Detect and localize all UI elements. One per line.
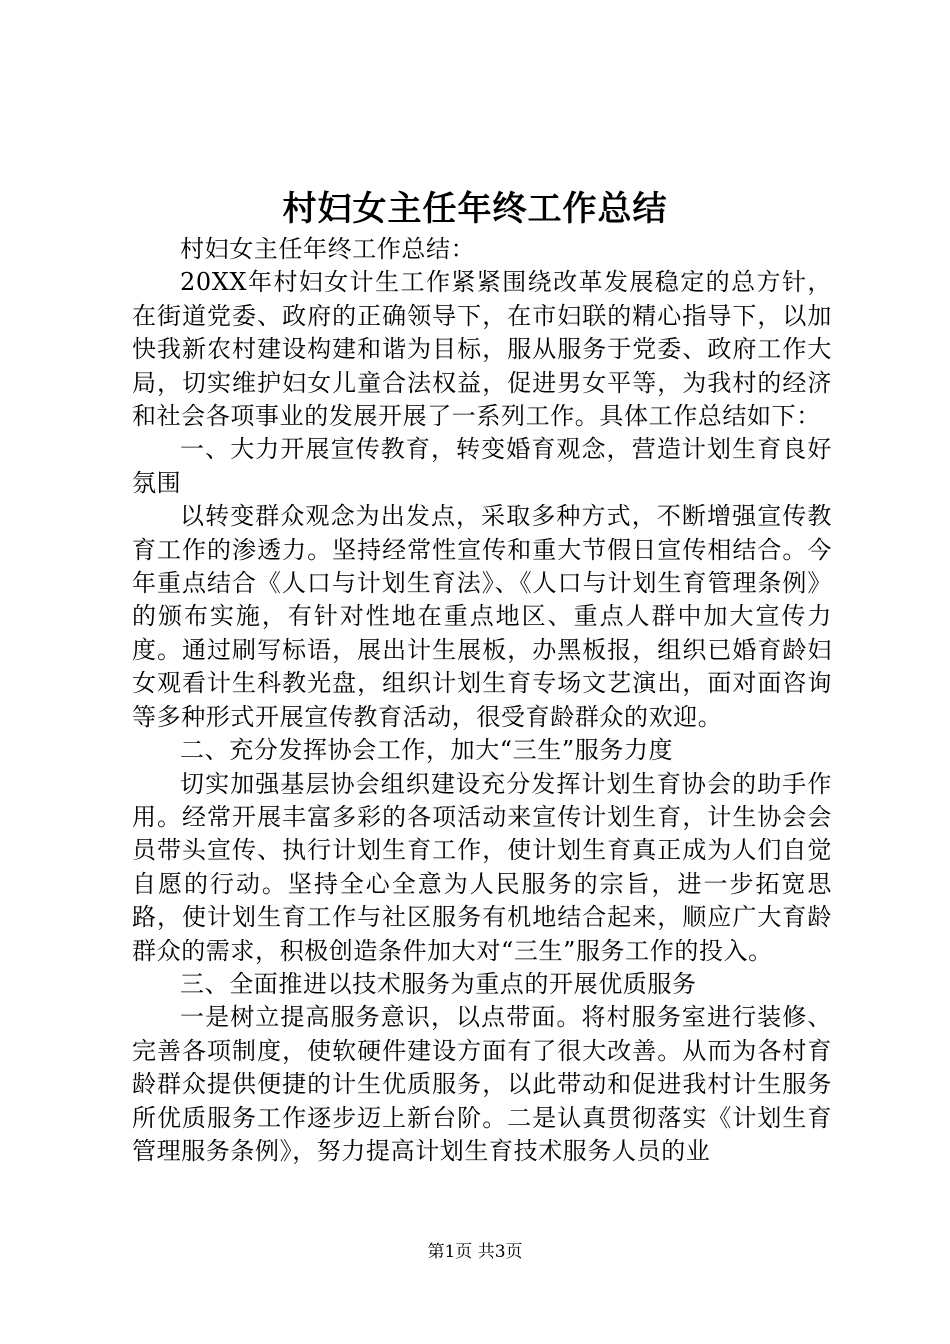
- section-heading: 二、充分发挥协会工作，加大“三生”服务力度: [180, 736, 674, 765]
- body-paragraph: 切实加强基层协会组织建设充分发挥计划生育协会的助手作用。经常开展丰富多彩的各项活动来宣传计划生育，计生协会会员带头宣传、执行计划生育工作，使计划生育真正成为人们自觉自愿的行动。坚持全心全意为人民服务的宗旨，进一步拓宽思路，使计划生育工作与社区服务有机地结合起来，顺应广大育龄群众的需求，积极创造条件加大对“三生”服务工作的投入。: [132, 769, 832, 965]
- document-body: [132, 233, 832, 1168]
- section-heading: 一、大力开展宣传教育，转变婚育观念，营造计划生育良好氛围: [132, 435, 832, 497]
- document-title: 村妇女主任年终工作总结: [282, 189, 668, 229]
- intro-line: 村妇女主任年终工作总结：: [180, 235, 476, 263]
- body-paragraph: 20XX年村妇女计生工作紧紧围绕改革发展稳定的总方针，在街道党委、政府的正确领导下，在市妇联的精心指导下，以加快我新农村建设构建和谐为目标，服从服务于党委、政府工作大局，切实维护妇女儿童合法权益，促进男女平等，为我村的经济和社会各项事业的发展开展了一系列工作。具体工作总结如下：: [132, 268, 832, 431]
- page-number: 第1页 共3页: [427, 1242, 523, 1262]
- body-paragraph: 以转变群众观念为出发点，采取多种方式，不断增强宣传教育工作的渗透力。坚持经常性宣传和重大节假日宣传相结合。今年重点结合《人口与计划生育法》、《人口与计划生育管理条例》的颁布实施，有针对性地在重点地区、重点人群中加大宣传力度。通过刷写标语，展出计生展板，办黑板报，组织已婚育龄妇女观看计生科教光盘，组织计划生育专场文艺演出，面对面咨询等多种形式开展宣传教育活动，很受育龄群众的欢迎。: [132, 502, 832, 731]
- section-heading: 三、全面推进以技术服务为重点的开展优质服务: [180, 969, 697, 998]
- body-paragraph: 一是树立提高服务意识，以点带面。将村服务室进行装修、完善各项制度，使软硬件建设方面有了很大改善。从而为各村育龄群众提供便捷的计生优质服务，以此带动和促进我村计生服务所优质服务工作逐步迈上新台阶。二是认真贯彻落实《计划生育管理服务条例》，努力提高计划生育技术服务人员的业: [132, 1003, 832, 1165]
